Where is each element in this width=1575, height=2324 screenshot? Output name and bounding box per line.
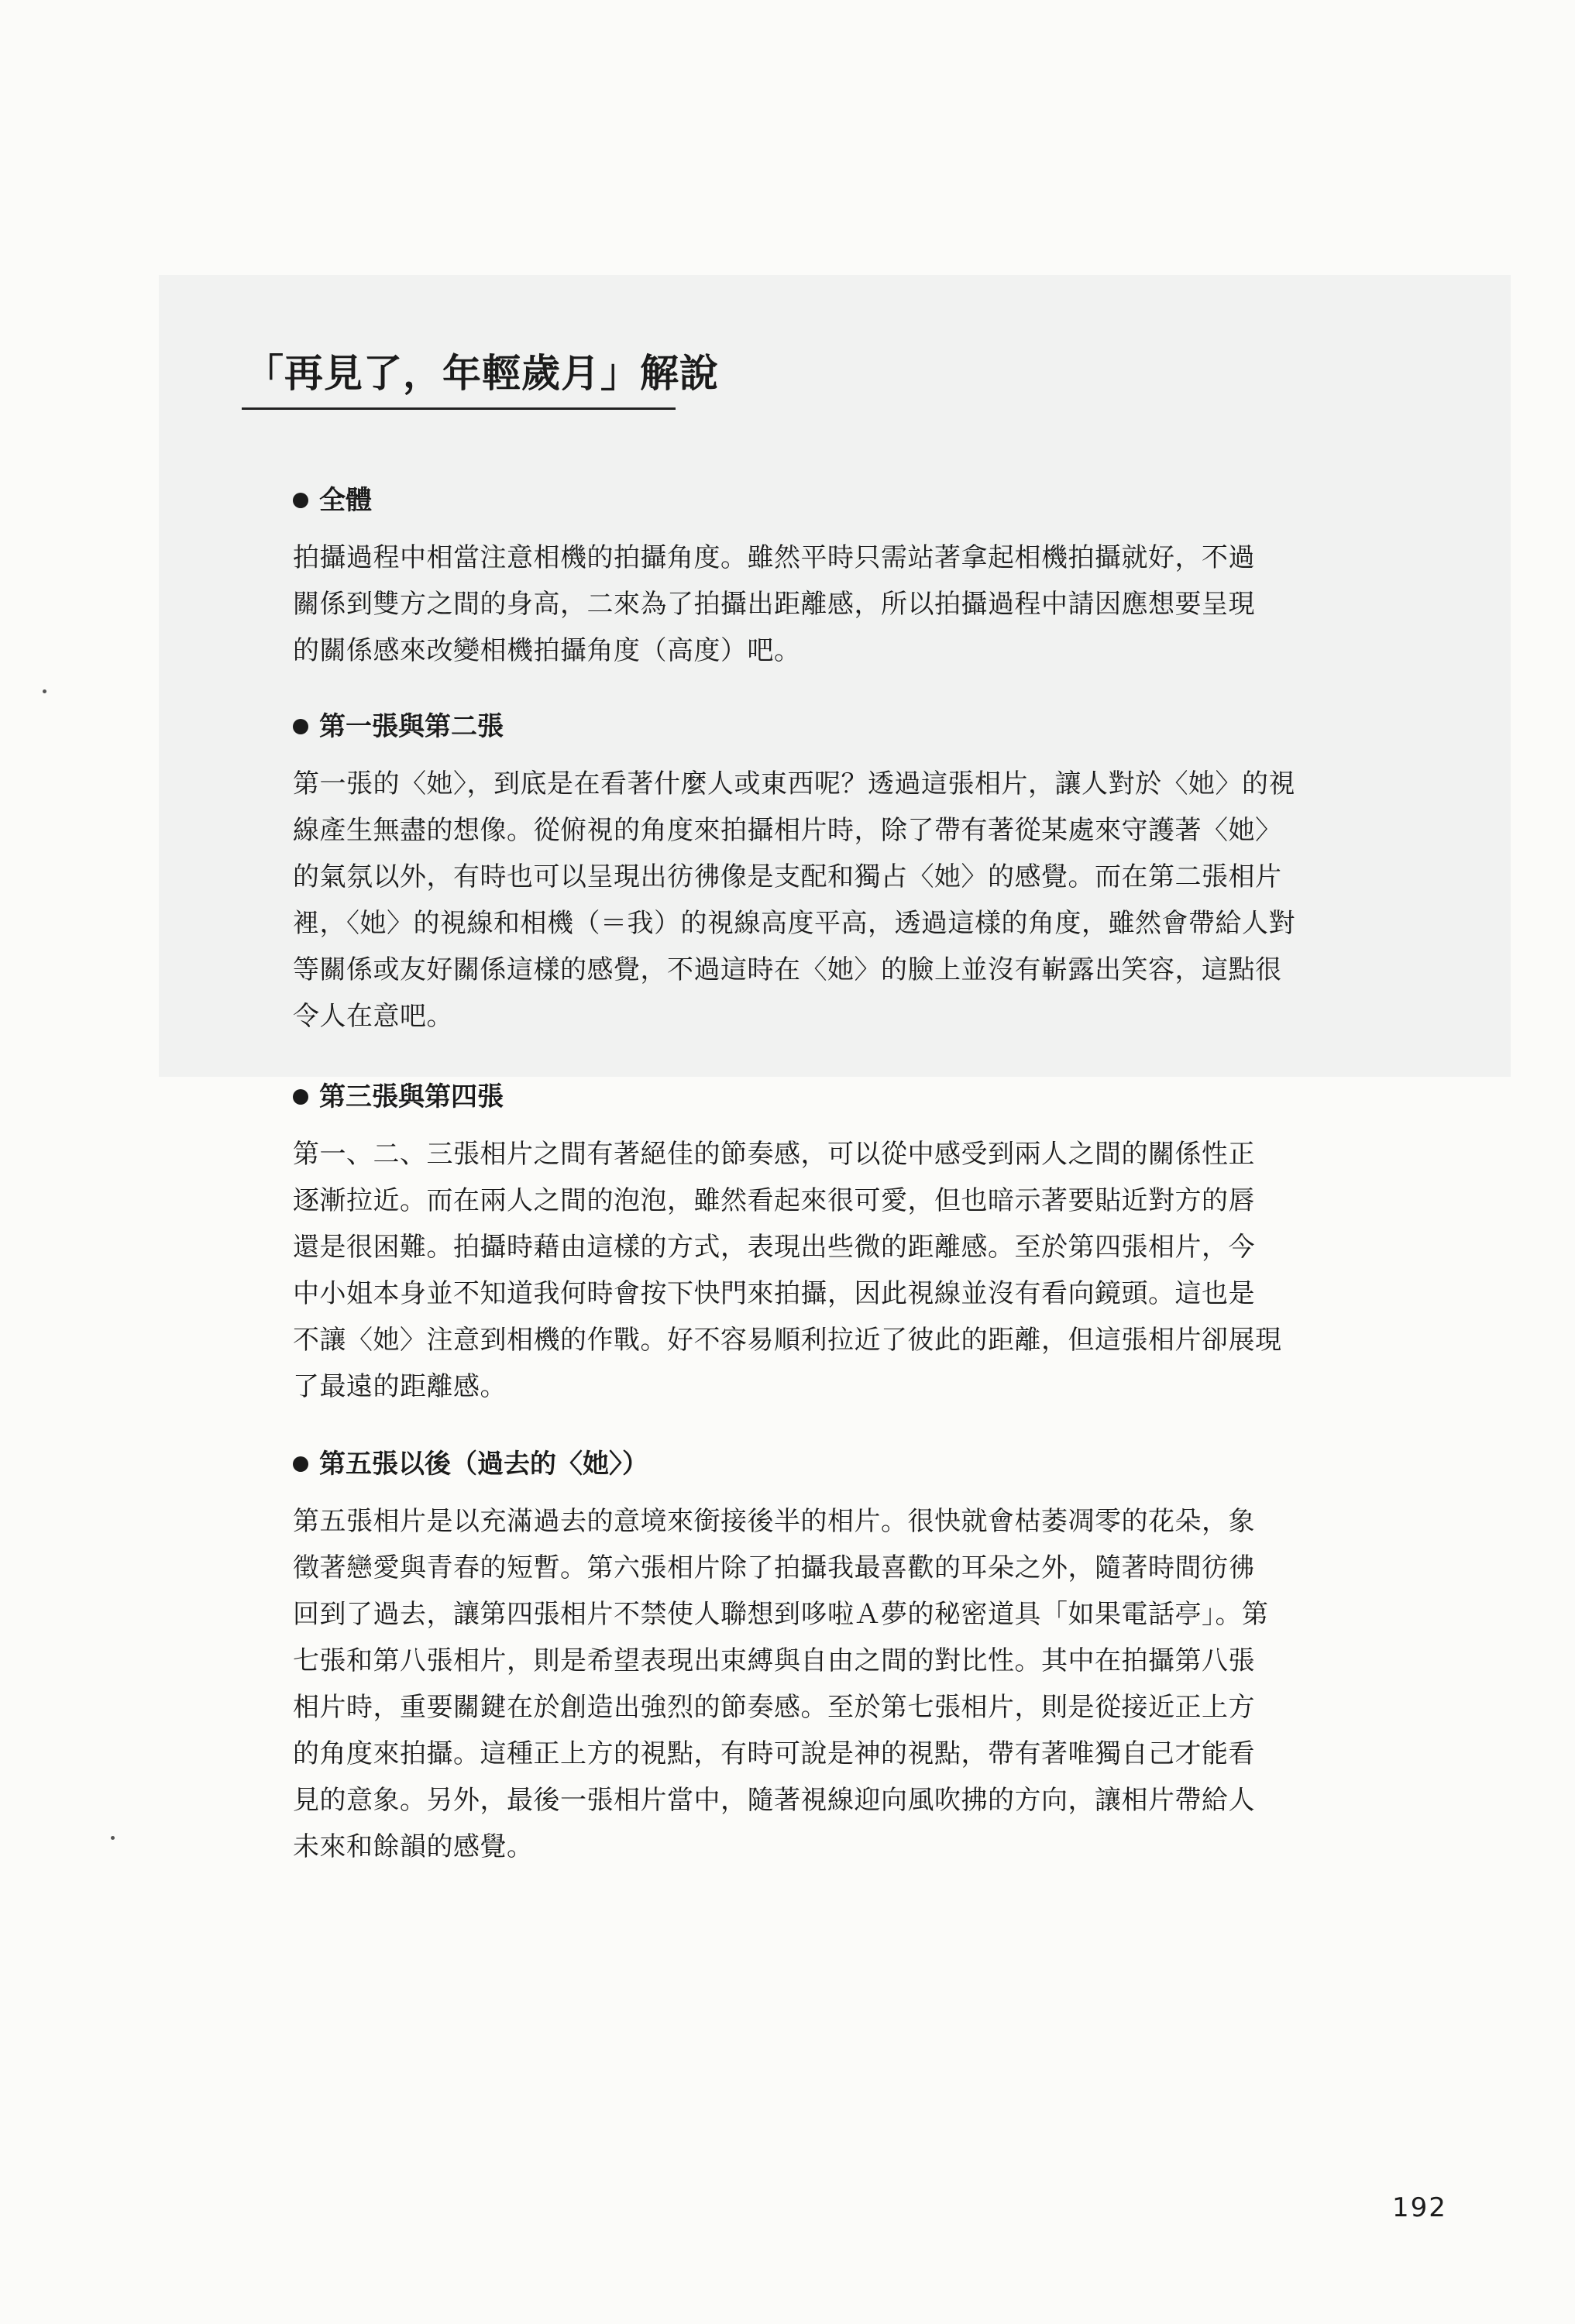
paragraph-line: 中小姐本身並不知道我何時會按下快門來拍攝，因此視線並沒有看向鏡頭。這也是 <box>293 1278 1255 1309</box>
paragraph-line: 徵著戀愛與青春的短暫。第六張相片除了拍攝我最喜歡的耳朵之外，隨著時間彷彿 <box>293 1552 1255 1583</box>
bullet-icon <box>293 1456 308 1472</box>
paragraph-line: 了最遠的距離感。 <box>293 1371 507 1402</box>
paragraph-line: 不讓〈她〉注意到相機的作戰。好不容易順利拉近了彼此的距離，但這張相片卻展現 <box>293 1325 1282 1356</box>
scan-speck <box>43 689 46 693</box>
paragraph-line: 見的意象。另外，最後一張相片當中，隨著視線迎向風吹拂的方向，讓相片帶給人 <box>293 1785 1255 1816</box>
section-heading-text: 第五張以後（過去的〈她〉） <box>319 1449 648 1480</box>
paragraph-line: 未來和餘韻的感覺。 <box>293 1831 534 1862</box>
bullet-icon <box>293 1089 308 1105</box>
section-heading <box>293 1078 1292 1116</box>
title-block <box>242 347 719 410</box>
paragraph-line: 的角度來拍攝。這種正上方的視點，有時可說是神的視點，帶有著唯獨自己才能看 <box>293 1738 1255 1769</box>
paragraph-line: 拍攝過程中相當注意相機的拍攝角度。雖然平時只需站著拿起相機拍攝就好，不過 <box>293 542 1255 573</box>
section-photos-3-4 <box>293 1078 1292 1410</box>
paragraph-line: 還是很困難。拍攝時藉由這樣的方式，表現出些微的距離感。至於第四張相片，今 <box>293 1232 1255 1263</box>
paragraph-line: 逐漸拉近。而在兩人之間的泡泡，雖然看起來很可愛，但也暗示著要貼近對方的唇 <box>293 1185 1255 1216</box>
section-photos-1-2 <box>293 708 1295 1040</box>
paragraph-line: 的氣氛以外，有時也可以呈現出彷彿像是支配和獨占〈她〉的感覺。而在第二張相片 <box>293 861 1282 892</box>
section-heading-text: 全體 <box>319 485 372 516</box>
paragraph-line: 第一、二、三張相片之間有著絕佳的節奏感，可以從中感受到兩人之間的關係性正 <box>293 1139 1255 1170</box>
paragraph-line: 關係到雙方之間的身高，二來為了拍攝出距離感，所以拍攝過程中請因應想要呈現 <box>293 589 1255 620</box>
section-heading <box>293 482 1292 519</box>
paragraph-line: 的關係感來改變相機拍攝角度（高度）吧。 <box>293 635 801 666</box>
paragraph-line: 裡，〈她〉的視線和相機（＝我）的視線高度平高，透過這樣的角度，雖然會帶給人對 <box>293 908 1295 939</box>
bullet-icon <box>293 493 308 508</box>
paragraph-line: 線產生無盡的想像。從俯視的角度來拍攝相片時，除了帶有著從某處來守護著〈她〉 <box>293 815 1282 846</box>
section-heading-text: 第一張與第二張 <box>319 711 504 742</box>
paragraph-line: 第一張的〈她〉，到底是在看著什麼人或東西呢？透過這張相片，讓人對於〈她〉的視 <box>293 768 1295 799</box>
page-number: 192 <box>1392 2192 1447 2223</box>
bullet-icon <box>293 719 308 734</box>
paragraph-line: 令人在意吧。 <box>293 1001 453 1032</box>
section-overall <box>293 482 1292 674</box>
section-heading <box>293 708 1292 745</box>
section-photos-5-onward <box>293 1446 1292 1870</box>
page-title: 「再見了，年輕歲月」解說 <box>245 351 719 396</box>
paragraph-line: 等關係或友好關係這樣的感覺，不過這時在〈她〉的臉上並沒有嶄露出笑容，這點很 <box>293 954 1282 985</box>
scan-speck <box>111 1836 115 1840</box>
paragraph-line: 回到了過去，讓第四張相片不禁使人聯想到哆啦Ａ夢的秘密道具「如果電話亭」。第 <box>293 1599 1269 1630</box>
section-heading <box>293 1446 1292 1483</box>
paragraph-line: 相片時，重要關鍵在於創造出強烈的節奏感。至於第七張相片，則是從接近正上方 <box>293 1692 1255 1723</box>
paragraph-line: 七張和第八張相片，則是希望表現出束縛與自由之間的對比性。其中在拍攝第八張 <box>293 1645 1255 1676</box>
paragraph-line: 第五張相片是以充滿過去的意境來銜接後半的相片。很快就會枯萎凋零的花朵，象 <box>293 1506 1255 1537</box>
section-heading-text: 第三張與第四張 <box>319 1081 504 1112</box>
